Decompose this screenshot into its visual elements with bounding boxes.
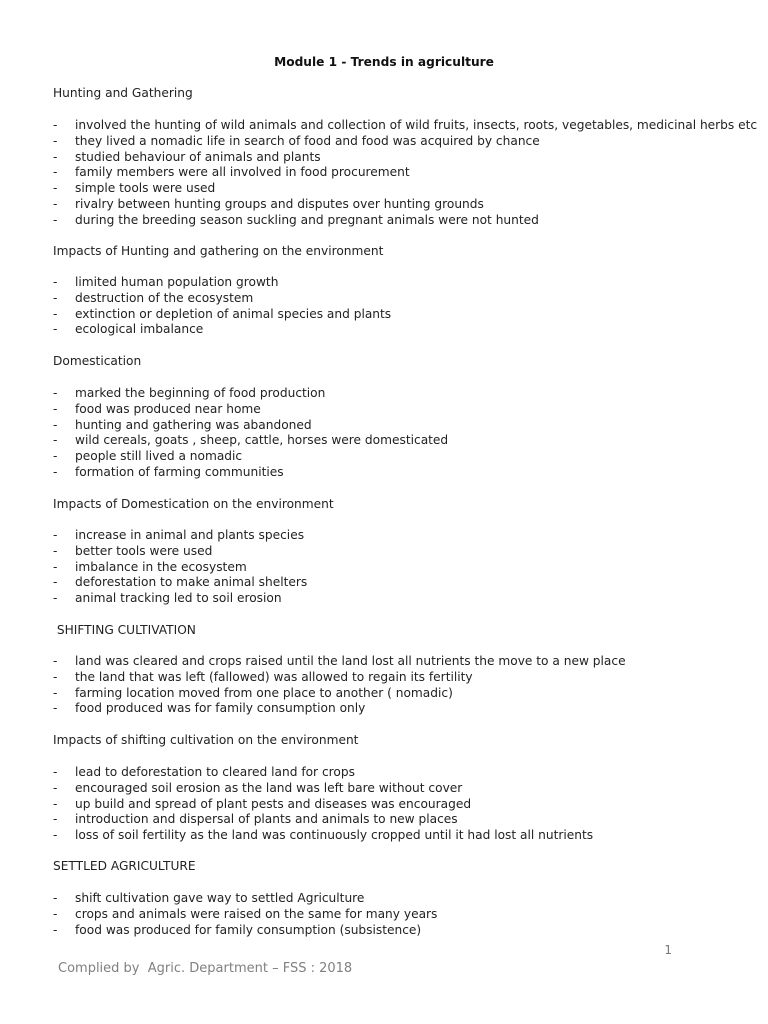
page-number: 1 (664, 943, 672, 957)
bullet-dash: - (53, 828, 58, 843)
bullet-dash: - (53, 133, 58, 148)
list-item-text: imbalance in the ecosystem (75, 559, 247, 574)
list-item (53, 291, 391, 307)
list-item (53, 591, 307, 607)
bullet-dash: - (53, 306, 58, 321)
list-item-text: up build and spread of plant pests and diseases was encouraged (75, 796, 472, 811)
bullet-dash: - (53, 417, 58, 432)
list-item-text: hunting and gathering was abandoned (75, 417, 312, 432)
list-item-text: encouraged soil erosion as the land was left bare without cover (75, 780, 463, 795)
bullet-list (53, 765, 593, 844)
section-heading: Hunting and Gathering (53, 86, 193, 100)
list-item (53, 386, 448, 402)
page-footer: Complied by Agric. Department – FSS : 2018 (58, 961, 353, 976)
bullet-dash: - (53, 780, 58, 795)
bullet-dash: - (53, 906, 58, 921)
list-item (53, 797, 593, 813)
list-item (53, 165, 757, 181)
list-item-text: food produced was for family consumption only (75, 701, 366, 716)
bullet-dash: - (53, 165, 58, 180)
list-item (53, 670, 626, 686)
list-item-text: deforestation to make animal shelters (75, 575, 308, 590)
list-item (53, 891, 437, 907)
bullet-list (53, 654, 626, 717)
bullet-dash: - (53, 591, 58, 606)
section-heading: SETTLED AGRICULTURE (53, 859, 196, 873)
bullet-list (53, 118, 757, 229)
page-title: Module 1 - Trends in agriculture (274, 55, 494, 69)
list-item-text: destruction of the ecosystem (75, 290, 254, 305)
bullet-dash: - (53, 212, 58, 227)
list-item-text: marked the beginning of food production (75, 386, 326, 400)
bullet-dash: - (53, 669, 58, 684)
bullet-dash: - (53, 322, 58, 337)
list-item-text: wild cereals, goats , sheep, cattle, horses were domesticated (75, 433, 449, 448)
list-item-text: family members were all involved in food procurement (75, 165, 410, 180)
list-item-text: rivalry between hunting groups and disputes over hunting grounds (75, 196, 484, 211)
bullet-dash: - (53, 654, 58, 668)
list-item (53, 781, 593, 797)
bullet-dash: - (53, 433, 58, 448)
list-item (53, 275, 391, 291)
bullet-list (53, 528, 307, 607)
list-item (53, 923, 437, 939)
list-item-text: the land that was left (fallowed) was allowed to regain its fertility (75, 669, 473, 684)
list-item-text: farming location moved from one place to another ( nomadic) (75, 685, 453, 700)
bullet-dash: - (53, 812, 58, 827)
bullet-dash: - (53, 922, 58, 937)
bullet-dash: - (53, 386, 58, 400)
bullet-dash: - (53, 181, 58, 196)
list-item (53, 654, 626, 670)
bullet-dash: - (53, 765, 58, 779)
list-item-text: introduction and dispersal of plants and animals to new places (75, 812, 458, 827)
section-heading: Domestication (53, 354, 142, 368)
bullet-dash: - (53, 149, 58, 164)
bullet-dash: - (53, 196, 58, 211)
bullet-list (53, 891, 437, 938)
list-item (53, 134, 757, 150)
list-item (53, 765, 593, 781)
bullet-dash: - (53, 401, 58, 416)
list-item (53, 402, 448, 418)
list-item-text: food was produced near home (75, 401, 261, 416)
list-item-text: better tools were used (75, 543, 213, 558)
section-heading: SHIFTING CULTIVATION (53, 623, 196, 637)
list-item-text: shift cultivation gave way to settled Agriculture (75, 891, 365, 905)
bullet-dash: - (53, 118, 58, 132)
list-item (53, 812, 593, 828)
list-item-text: crops and animals were raised on the same for many years (75, 906, 438, 921)
list-item-text: formation of farming communities (75, 464, 284, 479)
bullet-dash: - (53, 290, 58, 305)
list-item-text: lead to deforestation to cleared land for crops (75, 765, 355, 779)
list-item (53, 465, 448, 481)
list-item-text: limited human population growth (75, 275, 279, 289)
bullet-dash: - (53, 275, 58, 289)
list-item-text: extinction or depletion of animal species and plants (75, 306, 392, 321)
bullet-dash: - (53, 543, 58, 558)
list-item (53, 907, 437, 923)
list-item (53, 449, 448, 465)
list-item (53, 433, 448, 449)
bullet-dash: - (53, 575, 58, 590)
list-item-text: people still lived a nomadic (75, 449, 243, 464)
bullet-dash: - (53, 559, 58, 574)
bullet-list (53, 275, 391, 338)
list-item (53, 197, 757, 213)
list-item (53, 322, 391, 338)
list-item (53, 181, 757, 197)
list-item (53, 686, 626, 702)
bullet-dash: - (53, 449, 58, 464)
list-item (53, 560, 307, 576)
bullet-dash: - (53, 891, 58, 905)
bullet-dash: - (53, 464, 58, 479)
section-heading: Impacts of Domestication on the environment (53, 497, 334, 511)
list-item-text: simple tools were used (75, 181, 216, 196)
list-item (53, 528, 307, 544)
bullet-dash: - (53, 685, 58, 700)
list-item (53, 828, 593, 844)
list-item (53, 150, 757, 166)
list-item (53, 418, 448, 434)
list-item-text: they lived a nomadic life in search of food and food was acquired by chance (75, 133, 540, 148)
list-item (53, 213, 757, 229)
list-item (53, 307, 391, 323)
list-item-text: studied behaviour of animals and plants (75, 149, 321, 164)
section-heading: Impacts of shifting cultivation on the environment (53, 733, 359, 747)
bullet-list (53, 386, 448, 481)
list-item (53, 118, 757, 134)
list-item (53, 544, 307, 560)
list-item (53, 701, 626, 717)
bullet-dash: - (53, 796, 58, 811)
list-item-text: during the breeding season suckling and pregnant animals were not hunted (75, 212, 539, 227)
list-item-text: increase in animal and plants species (75, 528, 305, 542)
section-heading: Impacts of Hunting and gathering on the environment (53, 244, 384, 258)
list-item (53, 575, 307, 591)
list-item-text: food was produced for family consumption (subsistence) (75, 922, 422, 937)
list-item-text: animal tracking led to soil erosion (75, 591, 282, 606)
bullet-dash: - (53, 528, 58, 542)
bullet-dash: - (53, 701, 58, 716)
list-item-text: loss of soil fertility as the land was continuously cropped until it had lost all nutrients (75, 828, 594, 843)
list-item-text: land was cleared and crops raised until the land lost all nutrients the move to a new place (75, 654, 626, 668)
list-item-text: ecological imbalance (75, 322, 204, 337)
list-item-text: involved the hunting of wild animals and collection of wild fruits, insects, roots, vegetables, medicinal herbs etc (75, 118, 758, 132)
